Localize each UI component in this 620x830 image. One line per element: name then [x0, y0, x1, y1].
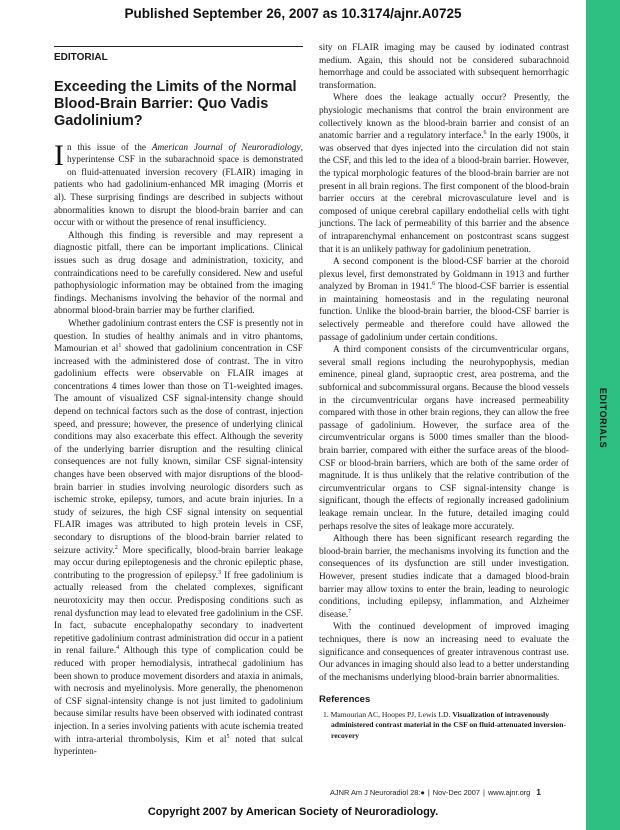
footer-separator: |: [483, 788, 485, 797]
paragraph-gadolinium-csf: [54, 318, 303, 759]
drop-cap: I: [54, 138, 64, 172]
text-chunk-right-part: sity on FLAIR imaging may be caused by iodinated contrast medium. Again, this should not be considered subarachnoid hemorrhage and could be associated with subsequent hemorrhagic transformation.: [319, 43, 569, 91]
references-heading: References: [319, 694, 371, 706]
text-chunk-left-part: noted that sulcal hyperinten-: [54, 734, 303, 758]
paragraph-conclusion: With the continued development of improved imaging techniques, there is now an increasing need to evaluate the significance and consequences of greater intravenous contrast use. Our advances in imaging should also lead to a better understanding of the mechanisms underlying blood-brain barrier abnormalities.: [319, 622, 569, 683]
reference-authors: Mamourian AC, Hoopes PJ, Lewis LD.: [330, 709, 453, 719]
reference-title: Visualization of intravenously administered contrast material in the CSF on fluid-attenuated inversion-recovery: [331, 709, 566, 740]
top-rule: [54, 46, 303, 47]
paragraph-continued: [319, 42, 569, 92]
footer-website: www.ajnr.org: [487, 788, 531, 797]
footer-journal-name: AJNR Am J Neuroradiol 28:: [330, 788, 421, 797]
citation-sup: 1: [118, 343, 122, 349]
copyright-footer: Copyright 2007 by American Society of Neuroradiology.: [147, 806, 439, 818]
paragraph-blood-csf-barrier: [319, 256, 569, 344]
citation-sup: 5: [226, 733, 230, 740]
publication-banner: Published September 26, 2007 as 10.3174/ajnr.A0725: [124, 6, 462, 21]
right-column: [319, 42, 569, 741]
citation-sup: 2: [114, 544, 118, 551]
paragraph-implications: Although this finding is reversible and may represent a diagnostic pitfall, there can be important implications. Clinical issues such as drug dosage and administration, toxicity, and contraindications need to be carefully considered. New and useful pathophysiologic information may be obtained from the imaging findings. Mechanisms involving the behavior of the normal and abnormal blood-brain barrier may be further clarified.: [54, 230, 303, 317]
reference-item: [319, 710, 569, 741]
sidebar-label-text: EDITORIALS: [598, 387, 608, 449]
footer-bullet: ●: [420, 788, 425, 797]
text-chunk: Although this type of complication could be reduced with proper hemodialysis, intrathecal gadolinium has been shown to produce movement disorders and ataxia in animals, with necrosis and myelinolysis. More generally, the phenomenon of CSF signal-intensity change is not just limited to gadolinium because similar results have been observed with iodinated contrast injection. In a series involving patients with acute ischemia treated with intra-arterial thrombolysis, Kim et al: [54, 646, 303, 745]
text-chunk: showed that gadolinium concentration in CSF increased with the administered dose of contrast. The in vitro gadolinium effects were observable on FLAIR images at concentrations 4 times lower than those on T1-weighted images. The amount of visualized CSF signal-intensity change should depend on technical factors such as the dose of contrast, injection speed, and pressure; however, the presence of underlying clinical conditions may also exacerbate this effect. Although the severity of the underlying barrier disruption and the resulting clinical consequences are not fully known, similar CSF signal-intensity changes have been observed with major disruptions of the blood-brain barrier in studies involving neurologic disorders such as ischemic stroke, epilepsy, tumors, and acute brain injuries. In a study of seizures, the high CSF signal intensity on sequential FLAIR images was attributed to high protein levels in CSF, secondary to disruptions of the blood-brain barrier related to seizure activity.: [54, 344, 303, 556]
reference-number: 1.: [323, 709, 329, 719]
journal-name-italic: American Journal of Neuroradiology: [151, 142, 301, 153]
text-chunk: More specifically, blood-brain barrier leakage may occur during epileptogenesis and the chronic epileptic phase, contributing to the progression of epilepsy.: [54, 545, 303, 581]
text-chunk: If free gadolinium is actually released from the chelated complexes, significant neurotoxicity may then occur. Predisposing conditions such as renal dysfunction may lead to elevated free gadolinium in the CSF. In fact, subacute encephalopathy secondary to inadvertent repetitive gadolinium contrast administration did occur in a patient in renal failure.: [54, 570, 304, 657]
journal-footer: [330, 787, 570, 797]
text-chunk: Although there has been significant research regarding the blood-brain barrier, the mechanisms involving its function and the consequences of its dysfunction are still under investigation. However, present studies indicate that a damaged blood-brain barrier may allow toxins to enter the brain, leading to neurologic conditions, including epilepsy, inflammation, and Alzheimer disease.: [319, 534, 569, 620]
text-chunk: Where does the leakage actually occur? Presently, the physiologic mechanisms that control the brain environment are collectively known as the blood-brain barrier and consist of an anatomic barrier and a regulatory interface.: [319, 93, 569, 142]
citation-sup: 3: [217, 569, 221, 576]
paragraph-leakage-location: [319, 92, 569, 256]
paragraph-circumventricular: A third component consists of the circumventricular organs, several small regions including the neurohypophysis, median eminence, pineal gland, supraoptic crest, area postrema, and the subfornical and subcommissural organs. Because the blood vessels in the circumventricular organs have increased permeability compared with those in other brain regions, they can allow the free passage of gadolinium. However, the surface area of the circumventricular organs is 5000 times smaller than the blood-brain barrier, compared with either the surface areas of the blood-CSF or blood-brain barriers, which are both of the same order of magnitude. It is thus unlikely that the relative contribution of the circumventricular organs to CSF signal-intensity change is significant, though the effects of regionally increased gadolinium leakage remain unclear. In the future, detailed imaging could perhaps resolve the sites of leakage more accurately.: [319, 345, 569, 532]
paragraph-intro: [54, 138, 303, 230]
footer-issue: Nov-Dec 2007: [432, 788, 481, 797]
citation-sup: 6: [483, 130, 487, 137]
section-label: EDITORIAL: [54, 52, 108, 63]
article-title: Exceeding the Limits of the Normal Blood-Brain Barrier: Quo Vadis Gadolinium?: [54, 78, 297, 129]
left-column: [54, 42, 303, 759]
intro-text-pre: n this issue of the: [67, 142, 152, 153]
text-chunk: The blood-CSF barrier is essential in maintaining homeostasis and in the regulating neuronal function. Unlike the blood-brain barrier, the blood-CSF barrier is selectively permeable and therefore could have allowed the passage of gadolinium under certain conditions.: [319, 282, 569, 343]
text-chunk: A second component is the blood-CSF barrier at the choroid plexus level, first demonstrated by Goldmann in 1913 and further analyzed by Broman in 1941.: [319, 257, 569, 293]
citation-sup: 7: [348, 608, 352, 615]
citation-sup: 6: [432, 281, 436, 288]
page-number: 1: [536, 787, 541, 797]
footer-separator: |: [427, 788, 430, 797]
intro-text-post: , hyperintense CSF in the subarachnoid space is demonstrated on fluid-attenuated inversion recovery (FLAIR) imaging in patients who had gadolinium-enhanced MR imaging (Morris et al). These surprising findings are described in subjects without abnormalities known to disrupt the blood-brain barrier and can occur with or without the presence of renal insufficiency.: [54, 142, 303, 229]
sidebar-label: [588, 383, 618, 453]
paragraph-research: [319, 533, 569, 621]
text-chunk: Whether gadolinium contrast enters the CSF is presently not in question. In studies of healthy animals and in vitro phantoms, Mamourian et al: [54, 318, 303, 355]
text-chunk: In the early 1900s, it was observed that dyes injected into the circulation did not stain the CSF, and this led to the idea of a blood-brain barrier. However, the typical morphologic features of the blood-brain barrier are not present in all brain regions. The first component of the blood-brain barrier occurs at the cerebral microvasculature level and is composed of unique cerebral capillary endothelial cells with tight junctions. The lack of permeability of this barrier and the absence of intraparenchymal enhancement on postcontrast scans suggest that it is an unlikely pathway for gadolinium penetration.: [319, 131, 569, 255]
citation-sup: 4: [116, 645, 120, 652]
